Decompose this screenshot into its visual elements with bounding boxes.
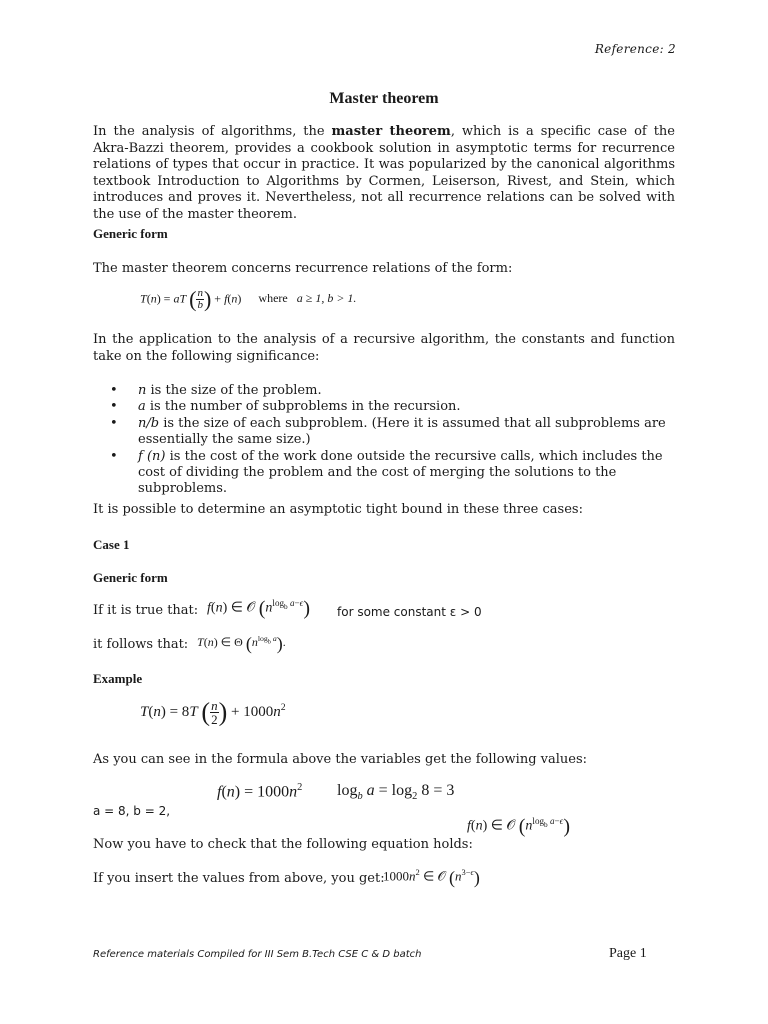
bullet-var: f (n): [138, 448, 166, 464]
intro-bold-term: master theorem: [331, 124, 451, 139]
list-item: • n is the size of the problem.: [110, 383, 322, 398]
significance-list: [110, 383, 676, 498]
list-item: • n/b is the size of each subproblem. (Here it is assumed that all subproblems are essentially the same size.): [110, 415, 666, 448]
formula-where: where: [258, 291, 288, 306]
intro-paragraph: [93, 124, 675, 224]
formula-condition: a ≥ 1, b > 1.: [296, 291, 357, 306]
bullet-text: is the cost of the work done outside the recursive calls, which includes the cost of dividing the problem and the cost of merging the solutions to the subproblems.: [138, 448, 663, 497]
insert-formula: $1000n^2$ ∈ 𝒪 $(n^{3-\epsilon})$: [383, 867, 480, 888]
check-formula: f(n) ∈ 𝒪 $(n^{log_b a-\epsilon})$: [467, 815, 570, 838]
follows-label: it follows that:: [93, 637, 189, 652]
bullet-text: is the size of the problem.: [146, 383, 322, 398]
bullet-var: a: [138, 399, 146, 415]
bullet-text: is the size of each subproblem. (Here it is assumed that all subproblems are essentially the same size.): [138, 415, 666, 448]
recurrence-formula: T(n) = aT ( $\frac{n}{b}$ ) + f(n) where a ≥ 1, b > 1.: [140, 286, 357, 312]
heading-generic-form: Generic form: [93, 226, 168, 241]
intro-text-2: , which is a specific case of the Akra-Bazzi theorem, provides a cookbook solution in asymptotic terms for recurrence relations of types that occur in practice. It was popularized by the canonical algorithms textbook Introduction to Algorithms by Cormen, Leiserson, Rivest, and Stein, which introduces and proves it. Nevertheless, not all recurrence relations can be solved with the use of the master theorem.: [93, 124, 675, 222]
heading-example: Example: [93, 671, 143, 686]
example-recurrence-formula: T(n) = 8T ( $\frac{n}{2}$ ) + $1000n^2$: [140, 697, 286, 727]
check-text: Now you have to check that the following equation holds:: [93, 837, 473, 852]
variables-text: As you can see in the formula above the variables get the following values:: [93, 752, 588, 767]
case1-result-formula: T(n) ∈ Θ $(n^{log_b a})$.: [197, 633, 286, 654]
page-number: Page 1: [609, 946, 647, 961]
f-n-value-formula: $f(n) = 1000n^2$: [217, 782, 303, 801]
bullet-var: n/b: [138, 415, 160, 431]
reference-label: Reference: 2: [594, 42, 676, 56]
page-title: Master theorem: [329, 90, 439, 107]
heading-case-1: Case 1: [93, 537, 130, 552]
application-paragraph: In the application to the analysis of a recursive algorithm, the constants and function take on the following significance:: [93, 332, 675, 364]
log-value-formula: $\log_b a = \log_2 8 = 3$: [337, 782, 455, 803]
list-item: • f (n) is the cost of the work done outside the recursive calls, which includes the cost of dividing the problem and the cost of merging the solutions to the subproblems.: [110, 448, 663, 497]
constant-condition: for some constant ε > 0: [337, 605, 482, 619]
generic-form-text: The master theorem concerns recurrence relations of the form:: [93, 261, 513, 276]
ab-values: a = 8, b = 2,: [93, 804, 171, 818]
insert-text: If you insert the values from above, you get:: [93, 871, 385, 886]
if-true-label: If it is true that:: [93, 603, 199, 618]
list-item: • a is the number of subproblems in the recursion.: [110, 399, 461, 415]
bullet-var: n: [138, 383, 147, 398]
footer-note: Reference materials Compiled for III Sem B.Tech CSE C & D batch: [93, 949, 422, 960]
heading-case1-generic-form: Generic form: [93, 570, 168, 585]
cases-intro: It is possible to determine an asymptotic tight bound in these three cases:: [93, 502, 583, 517]
bullet-text: is the number of subproblems in the recursion.: [145, 399, 461, 415]
intro-text-1: In the analysis of algorithms, the: [93, 124, 332, 139]
case1-condition-formula: f(n) ∈ 𝒪 $(n^{log_b a-\epsilon})$: [207, 597, 310, 620]
